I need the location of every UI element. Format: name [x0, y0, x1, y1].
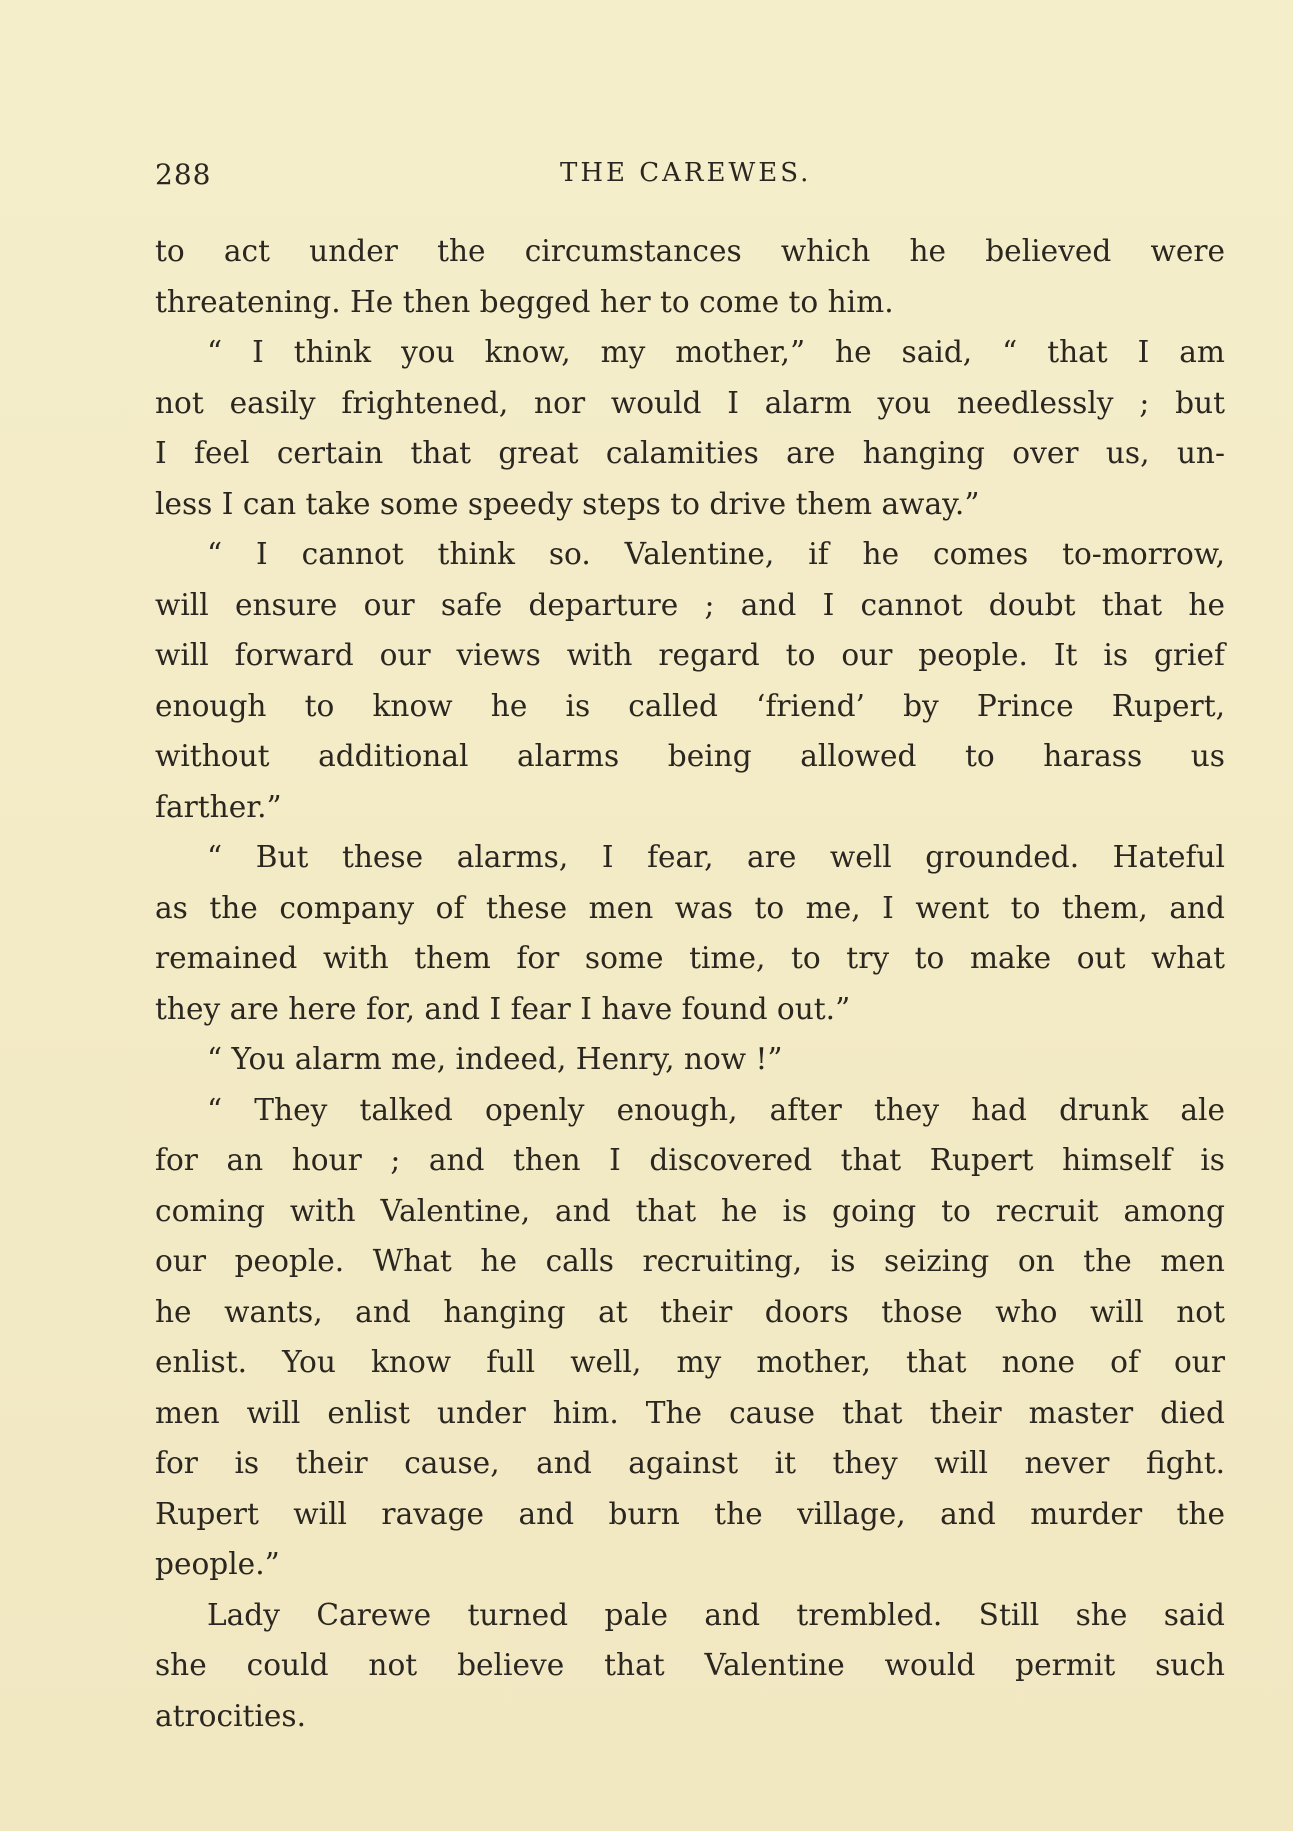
text-line: “ They talked openly enough, after they had drunk ale — [207, 1092, 1225, 1127]
page-header — [155, 158, 1215, 202]
text-line: will ensure our safe departure ; and I cannot doubt that he — [155, 587, 1225, 622]
text-line: for an hour ; and then I discovered that Rupert himself is — [155, 1143, 1225, 1177]
text-line: without additional alarms being allowed to harass us — [155, 739, 1225, 773]
text-line: as the company of these men was to me, I went to them, and — [155, 890, 1225, 925]
text-line: not easily frightened, nor would I alarm you needlessly ; but — [155, 385, 1225, 420]
text-line: Lady Carewe turned pale and trembled. Still she said — [207, 1597, 1225, 1632]
text-line: “ You alarm me, indeed, Henry, now !” — [207, 1042, 783, 1076]
text-line: threatening. He then begged her to come to him. — [155, 284, 894, 319]
text-line: for is their cause, and against it they will never fight. — [155, 1446, 1225, 1480]
running-head: THE CAREWES. — [560, 158, 812, 188]
text-line: they are here for, and I fear I have found out.” — [155, 991, 851, 1026]
page-number: 288 — [155, 158, 212, 191]
text-line: Rupert will ravage and burn the village, and murder the — [155, 1496, 1225, 1531]
text-line: will forward our views with regard to our people. It is grief — [155, 638, 1225, 672]
text-line: I feel certain that great calamities are hanging over us, un- — [155, 436, 1225, 470]
text-line: atrocities. — [155, 1698, 307, 1733]
text-line: to act under the circumstances which he believed were — [155, 234, 1225, 268]
text-line: remained with them for some time, to try to make out what — [155, 941, 1225, 975]
text-line: “ I cannot think so. Valentine, if he comes to-morrow, — [207, 537, 1225, 571]
text-line: people.” — [155, 1547, 280, 1581]
text-line: “ I think you know, my mother,” he said, “ that I am — [207, 335, 1225, 369]
text-line: men will enlist under him. The cause that their master died — [155, 1395, 1225, 1430]
text-line: he wants, and hanging at their doors those who will not — [155, 1294, 1225, 1329]
text-line: farther.” — [155, 789, 282, 824]
text-line: enough to know he is called ‘friend’ by Prince Rupert, — [155, 688, 1225, 723]
text-line: she could not believe that Valentine would permit such — [155, 1648, 1225, 1682]
body-text — [155, 226, 1225, 1741]
text-line: coming with Valentine, and that he is going to recruit among — [155, 1193, 1225, 1228]
text-line: enlist. You know full well, my mother, that none of our — [155, 1345, 1225, 1379]
text-line: our people. What he calls recruiting, is seizing on the men — [155, 1244, 1225, 1278]
text-line: “ But these alarms, I fear, are well grounded. Hateful — [207, 840, 1225, 874]
text-line: less I can take some speedy steps to drive them away.” — [155, 486, 980, 521]
